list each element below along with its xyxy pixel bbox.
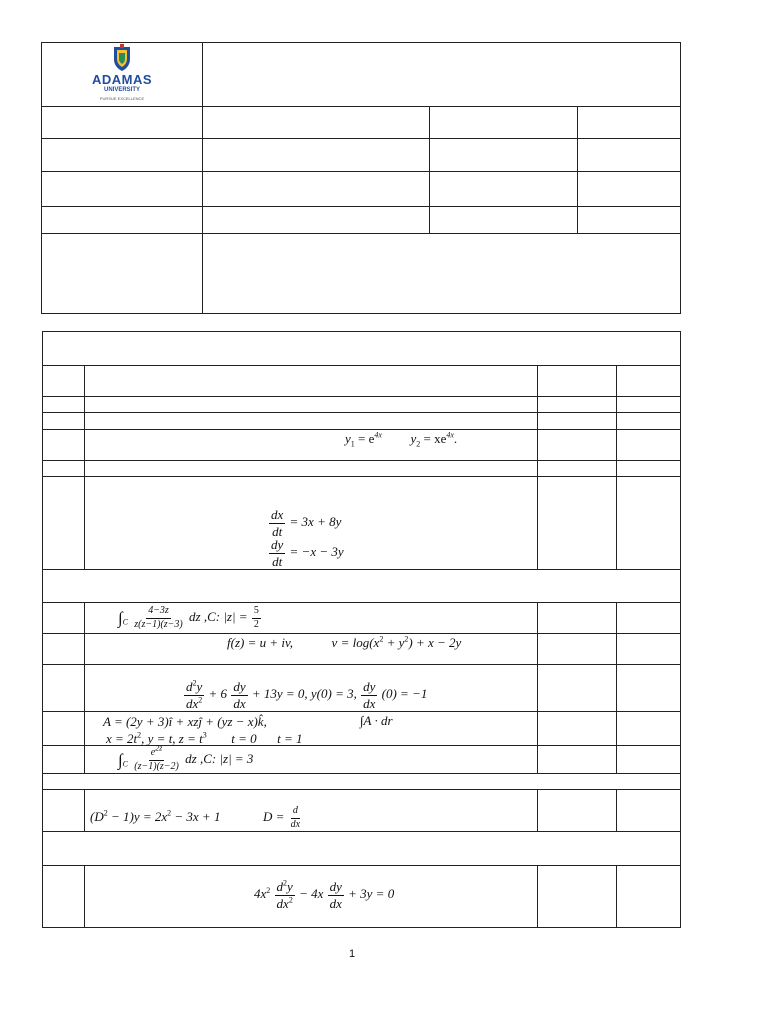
university-logo (86, 44, 158, 104)
line-integral-field: A = (2y + 3)î + xzĵ + (yz − x)k̂, (103, 714, 267, 729)
system-equation-1: $\frac{dx}{dt}$ = 3x + 8y (271, 507, 342, 539)
contour-integral-2: $\int_C$ $\frac{e^{2z}}{(z-1)(z-2)}$ dz ,C: |z| = 3 (118, 743, 254, 772)
crest-icon (86, 44, 158, 72)
logo-tagline: PURSUE EXCELLENCE (99, 96, 145, 101)
line-integral-symbol: ∫A · dr (360, 713, 393, 728)
logo-name: ADAMAS (91, 72, 153, 87)
line-integral-curve: $x = 2t^2$, y = t, $z = t^3$ t = 0 t = 1 (106, 730, 303, 746)
system-equation-2: $\frac{dy}{dt}$ = −x − 3y (271, 537, 344, 569)
analytic-function: f(z) = u + iv, $v = \log(x^2 + y^2) + x - 2y$ (227, 634, 462, 650)
operator-equation: $(D^2 - 1)y = 2x^2 - 3x + 1$ D = $\frac{d}{dx}$ (90, 805, 301, 830)
cauchy-euler-equation: $4x^2$ $\frac{d^2y}{dx^2}$ − 4x $\frac{dy}{dx}$ + 3y = 0 (254, 878, 395, 911)
page-number: 1 (348, 948, 356, 960)
ivp-equation: $\frac{d^2y}{dx^2}$ + 6 $\frac{dy}{dx}$ + 13y = 0, y(0) = 3, $\frac{dy}{dx}$ (0) = −1 (186, 678, 428, 711)
wronskian-expression: $y_1 = e^{4x}$ $y_2 = xe^{4x}$. (345, 430, 458, 449)
logo-sub: UNIVERSITY (103, 87, 140, 93)
contour-integral-1: $\int_C$ $\frac{4-3z}{z(z-1)(z-3)}$ dz ,C: |z| = $\frac{5}{2}$ (118, 605, 259, 630)
